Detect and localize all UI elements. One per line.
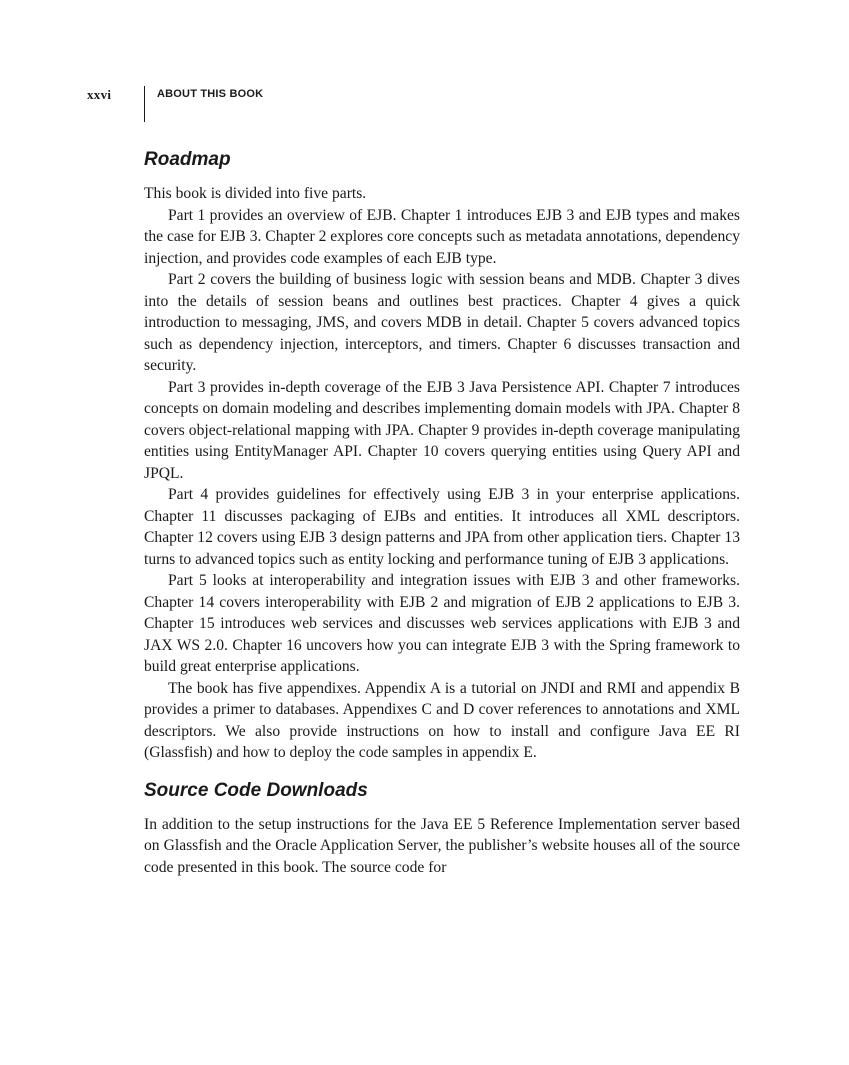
roadmap-paragraph-part4: Part 4 provides guidelines for effectively using EJB 3 in your enterprise applications. Chapter 11 discusses packaging of EJBs and entities. It introduces all XML descriptors. Chapter 12 covers using EJB 3 design patterns and JPA from other application tiers. Chapter 13 turns to advanced topics such as entity locking and performance tuning of EJB 3 applications. [144, 486, 740, 568]
roadmap-paragraph-intro: This book is divided into five parts. [144, 185, 367, 202]
source-code-paragraph: In addition to the setup instructions for the Java EE 5 Reference Implementation server based on Glassfish and the Oracle Application Server, the publisher’s website houses all of the source code presented in this book. The source code for [144, 815, 740, 876]
header-divider [144, 86, 145, 122]
roadmap-paragraph-part3: Part 3 provides in-depth coverage of the EJB 3 Java Persistence API. Chapter 7 introduces concepts on domain modeling and describes implementing domain models with JPA. Chapter 8 covers object-relational mapping with JPA. Chapter 9 provides in-depth coverage manipulating entities using EntityManager API. Chapter 10 covers querying entities using Query API and JPQL. [144, 378, 740, 482]
roadmap-paragraph-part5: Part 5 looks at interoperability and integration issues with EJB 3 and other frameworks. Chapter 14 covers interoperability with EJB 2 and migration of EJB 2 applications to EJB 3. Chapter 15 introduces web services and discusses web services applications with EJB 3 and JAX WS 2.0. Chapter 16 uncovers how you can integrate EJB 3 with the Spring framework to build great enterprise applications. [144, 572, 740, 675]
page-body [144, 145, 740, 878]
roadmap-paragraph-part2: Part 2 covers the building of business logic with session beans and MDB. Chapter 3 dives into the details of session beans and outlines best practices. Chapter 4 gives a quick introduction to messaging, JMS, and covers MDB in detail. Chapter 5 covers advanced topics such as dependency injection, interceptors, and timers. Chapter 6 discusses transaction and security. [144, 271, 740, 374]
page-number: xxvi [87, 87, 112, 102]
running-head: ABOUT THIS BOOK [157, 88, 264, 100]
section-heading-source-code-downloads: Source Code Downloads [144, 779, 368, 801]
section-heading-roadmap: Roadmap [144, 149, 231, 170]
roadmap-paragraph-part1: Part 1 provides an overview of EJB. Chapter 1 introduces EJB 3 and EJB types and makes the case for EJB 3. Chapter 2 explores core concepts such as metadata annotations, dependency injection, and provides code examples of each EJB type. [144, 206, 740, 267]
roadmap-paragraph-appendixes: The book has five appendixes. Appendix A is a tutorial on JNDI and RMI and appendix B provides a primer to databases. Appendixes C and D cover references to annotations and XML descriptors. We also provide instructions on how to install and configure Java EE RI (Glassfish) and how to deploy the code samples in appendix E. [144, 679, 740, 761]
